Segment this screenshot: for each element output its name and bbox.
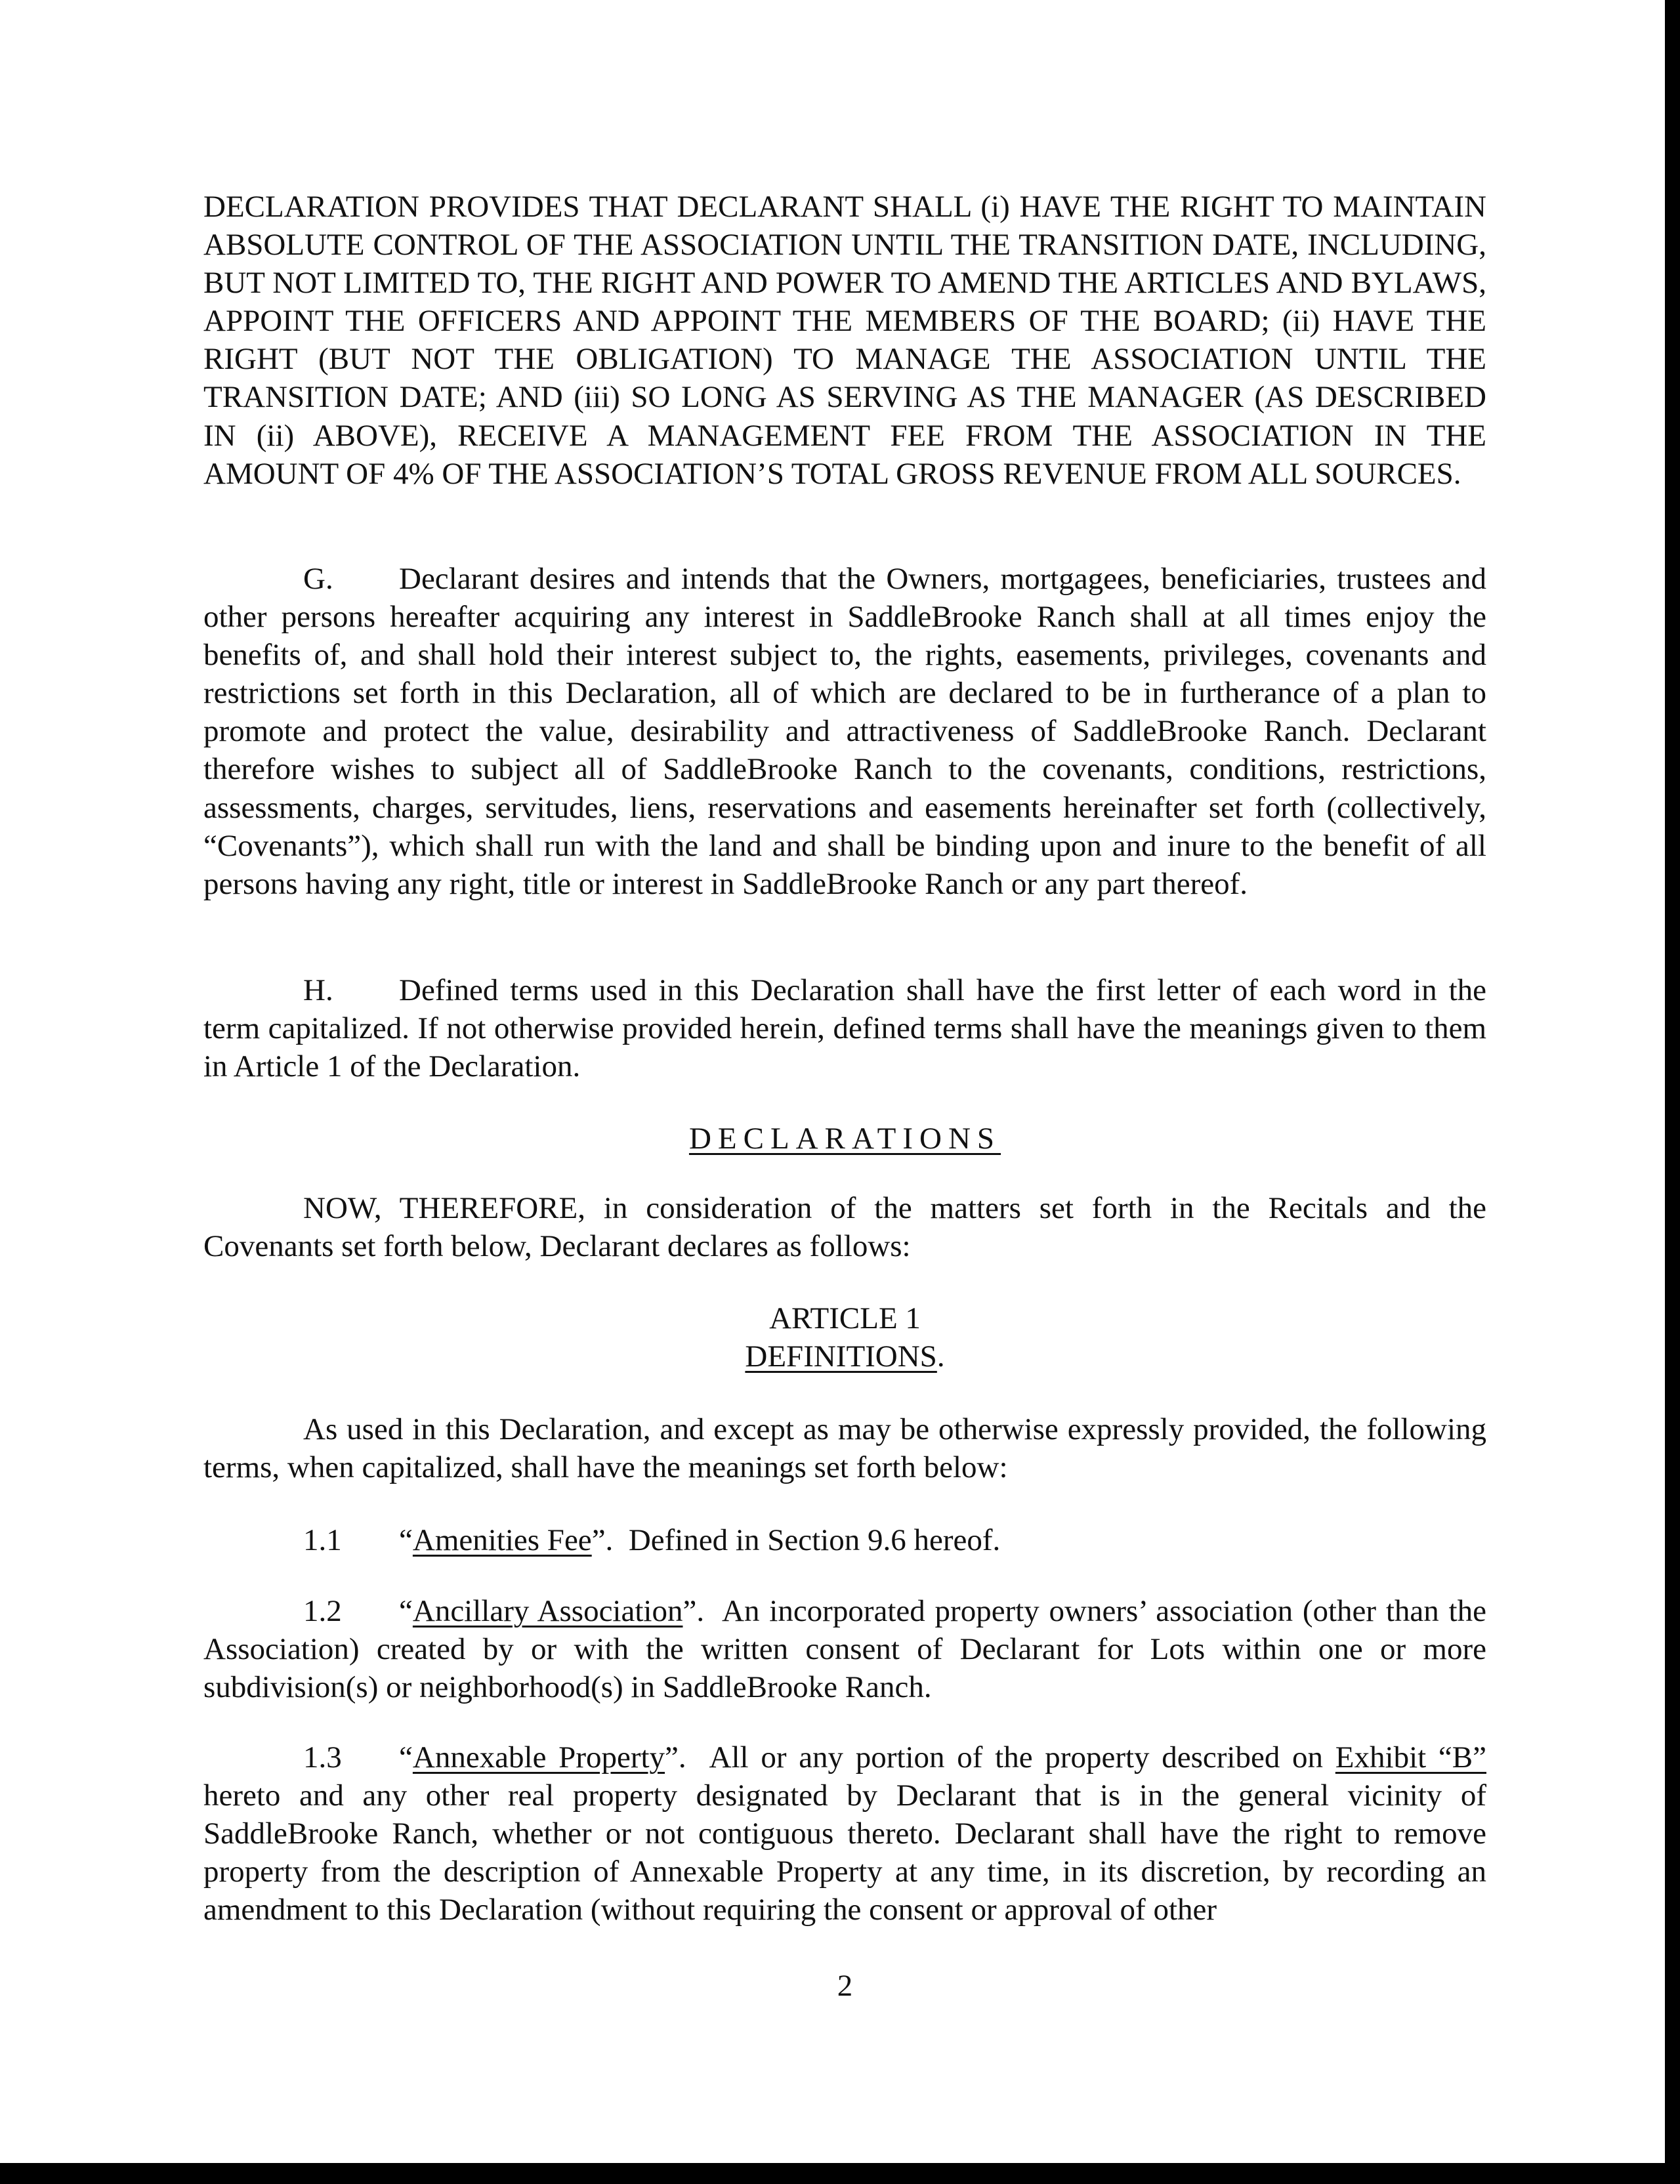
article-title-end: . [936, 1339, 945, 1374]
definition-text-after-ref: hereto and any other real property designated by Declarant that is in the general vicinity of SaddleBrooke Ranch, whether or not contiguous thereto. Declarant shall have the right to remove property from the description of Annexable Property at any time, in its discretion, by recording an amendment to this Declaration (without requiring the consent or approval of other [203, 1778, 1486, 1927]
definitions-intro-text: As used in this Declaration, and except as may be otherwise expressly provided, the following terms, when capitalized, shall have the meanings set forth below: [203, 1412, 1486, 1485]
recital-g [203, 560, 1486, 903]
page-number: 2 [837, 1969, 853, 2003]
definition-text: Defined in Section 9.6 hereof. [628, 1523, 1001, 1557]
now-therefore-text: NOW, THEREFORE, in consideration of the matters set forth in the Recitals and the Covenants set forth below, Declarant declares as follows: [203, 1191, 1486, 1264]
recital-g-label: G. [303, 562, 333, 596]
definition-1-3: 1.3 “Annexable Property”. All or any portion of the property described on Exhibit “B” hereto and any other real property designated by Declarant that is in the general vicinity of SaddleBrooke Ranch, whether or not contiguous thereto. Declarant shall have the right to remove property from the description of Annexable Property at any time, in its discretion, by recording an amendment to this Declaration (without requiring the consent or approval of other [203, 1738, 1486, 1929]
definition-term: Annexable Property [412, 1740, 665, 1774]
now-therefore-clause [203, 1189, 1486, 1265]
declarations-heading-text: DECLARATIONS [688, 1122, 1001, 1156]
definition-1-2: 1.2 “Ancillary Association”. An incorporated property owners’ association (other than the Association) created by or with the written consent of Declarant for Lots within one or more subdivision(s) or neighborhood(s) in SaddleBrooke Ranch. [203, 1592, 1486, 1706]
definition-term: Amenities Fee [412, 1523, 592, 1557]
exhibit-reference: Exhibit “B” [1335, 1740, 1486, 1774]
definitions-intro [203, 1410, 1486, 1486]
recital-g-text: Declarant desires and intends that the Owners, mortgagees, beneficiaries, trustees and other persons hereafter acquiring any interest in SaddleBrooke Ranch shall at all times enjoy the benefits of, and shall hold their interest subject to, the rights, easements, privileges, covenants and restrictions set forth in this Declaration, all of which are declared to be in furtherance of a plan to promote and protect the value, desirability and attractiveness of SaddleBrooke Ranch. Declarant therefore wishes to subject all of SaddleBrooke Ranch to the covenants, conditions, restrictions, assessments, charges, servitudes, liens, reservations and easements hereinafter set forth (collectively, “Covenants”), which shall run with the land and shall be binding upon and inure to the benefit of all persons having any right, title or interest in SaddleBrooke Ranch or any part thereof. [203, 562, 1486, 901]
recital-f-continuation: DECLARATION PROVIDES THAT DECLARANT SHALL (i) HAVE THE RIGHT TO MAINTAIN ABSOLUTE CONTROL OF THE ASSOCIATION UNTIL THE TRANSITION DATE, INCLUDING, BUT NOT LIMITED TO, THE RIGHT AND POWER TO AMEND THE ARTICLES AND BYLAWS, APPOINT THE OFFICERS AND APPOINT THE MEMBERS OF THE BOARD; (ii) HAVE THE RIGHT (BUT NOT THE OBLIGATION) TO MANAGE THE ASSOCIATION UNTIL THE TRANSITION DATE; AND (iii) SO LONG AS SERVING AS THE MANAGER (AS DESCRIBED IN (ii) ABOVE), RECEIVE A MANAGEMENT FEE FROM THE ASSOCIATION IN THE AMOUNT OF 4% OF THE ASSOCIATION’S TOTAL GROSS REVENUE FROM ALL SOURCES. [203, 190, 1486, 491]
recital-h [203, 971, 1486, 1085]
definition-number: 1.1 [303, 1523, 342, 1557]
recital-h-text: Defined terms used in this Declaration shall have the first letter of each word in the term capitalized. If not otherwise provided herein, defined terms shall have the meanings given to them in Article 1 of the Declaration. [203, 973, 1486, 1084]
scan-border-right [1665, 0, 1680, 2184]
definition-number: 1.2 [303, 1594, 342, 1628]
declarations-heading [203, 1120, 1486, 1158]
definition-text: An incorporated property owners’ association (other than the Association) created by or with the written consent of Declarant for Lots within one or more subdivision(s) or neighborhood(s) in SaddleBrooke Ranch. [203, 1594, 1486, 1705]
definition-text-before-ref: All or any portion of the property described on [709, 1740, 1324, 1774]
article-title-text: DEFINITIONS [745, 1339, 937, 1374]
scan-border-bottom [0, 2163, 1680, 2184]
definition-1-1: 1.1 “Amenities Fee”. Defined in Section 9.6 hereof. [203, 1521, 1486, 1559]
definition-number: 1.3 [303, 1740, 342, 1774]
definition-term: Ancillary Association [412, 1594, 683, 1628]
article-title [203, 1337, 1486, 1376]
recital-h-label: H. [303, 973, 333, 1007]
article-number: ARTICLE 1 [769, 1301, 921, 1335]
